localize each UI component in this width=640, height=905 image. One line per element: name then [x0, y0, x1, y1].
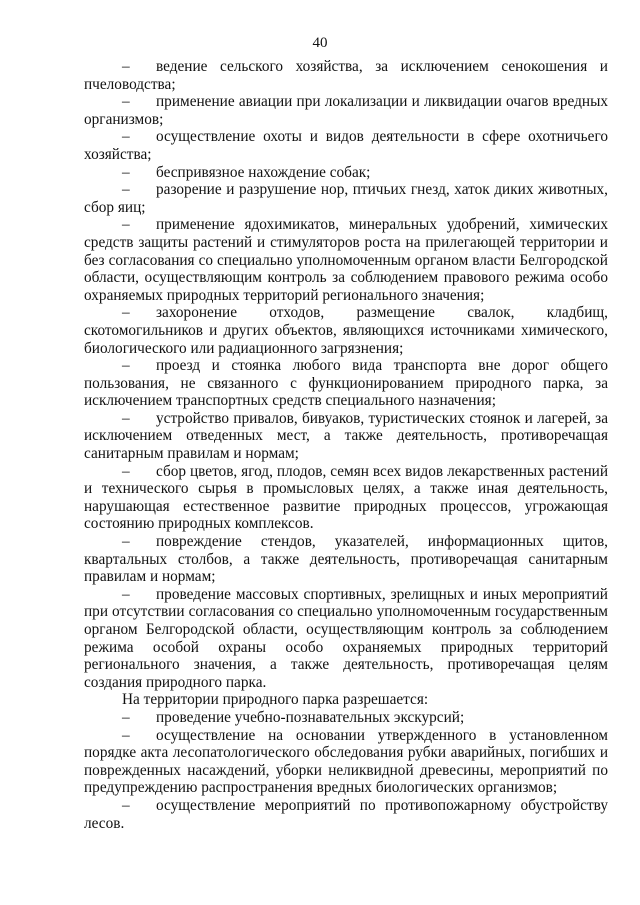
list-item-text: захоронение отходов, размещение свалок, кладбищ, скотомогильников и других объектов, являющихся источниками химического, биологического или радиационного загрязнения;: [84, 304, 608, 357]
allowed-item-text: осуществление на основании утвержденного в установленном порядке акта лесопатологического обследования рубки аварийных, погибших и поврежденных насаждений, уборки неликвидной древесины, мероприятий по предупреждению распространения вредных биологических организмов;: [84, 726, 608, 797]
list-item-text: проведение массовых спортивных, зрелищных и иных мероприятий при отсутствии согласования со специально уполномоченным государственным органом Белгородской области, осуществляющим контроль за соблюдением режима особой охраны особо охраняемых природных территорий регионального значения, а также деятельность, противоречащая целям создания природного парка.: [84, 585, 608, 691]
list-item: [84, 410, 608, 463]
list-item-text: повреждение стендов, указателей, информационных щитов, квартальных столбов, а также деятельность, противоречащая санитарным правилам и нормам;: [84, 533, 608, 586]
list-dash: –: [122, 304, 130, 322]
list-dash: –: [122, 533, 130, 551]
list-dash: –: [122, 128, 130, 146]
list-item: [84, 93, 608, 128]
list-item: [84, 357, 608, 410]
list-dash: –: [122, 357, 130, 375]
list-item: [84, 128, 608, 163]
list-dash: –: [122, 216, 130, 234]
list-item-text: беспривязное нахождение собак;: [156, 163, 371, 181]
list-dash: –: [122, 93, 130, 111]
list-item: [84, 216, 608, 304]
allowed-item-text: проведение учебно-познавательных экскурсий;: [156, 708, 465, 726]
list-item: [84, 586, 608, 692]
list-item: [84, 533, 608, 586]
list-dash: –: [122, 163, 130, 181]
allowed-item: [84, 727, 608, 797]
list-item-text: применение авиации при локализации и ликвидации очагов вредных организмов;: [84, 93, 608, 128]
list-item-text: сбор цветов, ягод, плодов, семян всех видов лекарственных растений и технического сырья в промысловых целях, а также иная деятельность, нарушающая естественное развитие природных процессов, угрожающая состоянию природных комплексов.: [84, 462, 608, 533]
list-item-text: устройство привалов, бивуаков, туристических стоянок и лагерей, за исключением отведенных мест, а также деятельность, противоречащая санитарным правилам и нормам;: [84, 409, 608, 463]
list-dash: –: [122, 409, 130, 427]
list-dash: –: [122, 726, 130, 744]
allowed-item-text: осуществление мероприятий по противопожарному обустройству лесов.: [84, 796, 608, 832]
list-dash: –: [122, 462, 130, 480]
list-dash: –: [122, 58, 130, 75]
list-item: [84, 463, 608, 533]
list-dash: –: [122, 708, 130, 726]
list-dash: –: [122, 181, 130, 199]
allowed-intro: На территории природного парка разрешается:: [122, 691, 429, 709]
list-item-text: проезд и стоянка любого вида транспорта вне дорог общего пользования, не связанного с функционированием природного парка, за исключением транспортных средств специального назначения;: [84, 357, 608, 410]
list-item-text: ведение сельского хозяйства, за исключением сенокошения и пчеловодства;: [84, 58, 608, 93]
list-dash: –: [122, 585, 130, 603]
list-item: [84, 181, 608, 216]
page-number: 40: [312, 35, 328, 51]
list-item: [84, 58, 608, 93]
list-item: [84, 164, 608, 182]
list-dash: –: [122, 796, 130, 814]
list-item-text: осуществление охоты и видов деятельности в сфере охотничьего хозяйства;: [84, 128, 608, 163]
list-item-text: разорение и разрушение нор, птичьих гнезд, хаток диких животных, сбор яиц;: [84, 181, 608, 216]
allowed-item: [84, 797, 608, 832]
list-item-text: применение ядохимикатов, минеральных удобрений, химических средств защиты растений и стимуляторов роста на прилегающей территории и без согласования со специально уполномоченным органом власти Белгородской области, осуществляющим контроль за соблюдением правового режима особо охраняемых природных территорий регионального значения;: [84, 216, 608, 304]
document-body: [84, 58, 608, 832]
list-item: [84, 304, 608, 357]
allowed-item: [84, 709, 608, 727]
